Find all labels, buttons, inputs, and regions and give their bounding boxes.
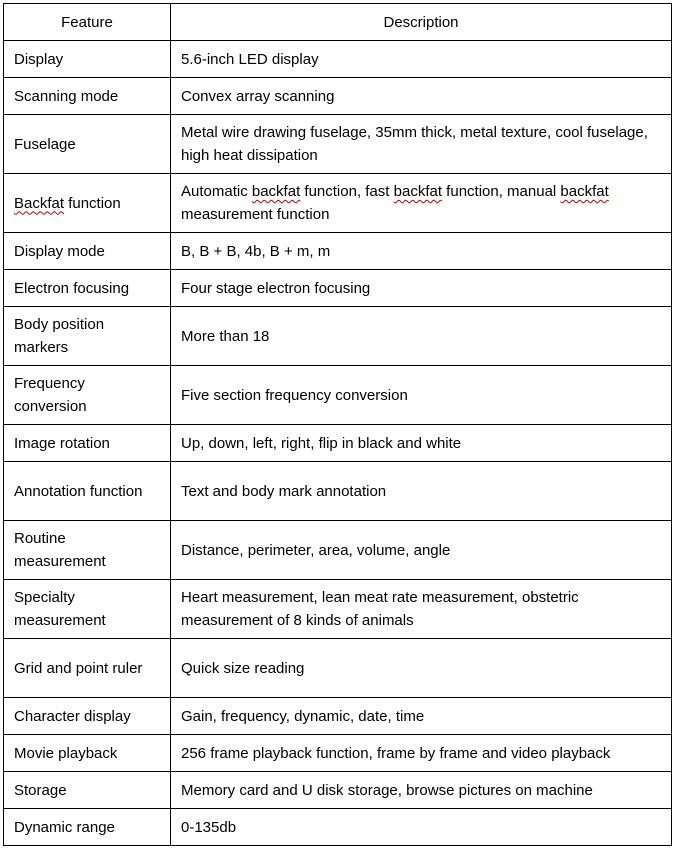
description-cell: 5.6-inch LED display xyxy=(171,41,672,78)
feature-cell: Character display xyxy=(4,698,171,735)
table-row xyxy=(4,462,672,521)
description-cell: Gain, frequency, dynamic, date, time xyxy=(171,698,672,735)
table-row xyxy=(4,639,672,698)
description-cell: Text and body mark annotation xyxy=(171,462,672,521)
feature-cell: Image rotation xyxy=(4,425,171,462)
feature-cell: Body position markers xyxy=(4,307,171,366)
feature-cell: Fuselage xyxy=(4,115,171,174)
feature-cell: Scanning mode xyxy=(4,78,171,115)
description-cell: Distance, perimeter, area, volume, angle xyxy=(171,521,672,580)
description-cell: Automatic backfat function, fast backfat function, manual backfat measurement function xyxy=(171,174,672,233)
description-cell: Five section frequency conversion xyxy=(171,366,672,425)
description-cell: More than 18 xyxy=(171,307,672,366)
header-feature: Feature xyxy=(4,4,171,41)
table-row xyxy=(4,425,672,462)
description-cell: Memory card and U disk storage, browse pictures on machine xyxy=(171,772,672,809)
spellcheck-word: backfat xyxy=(560,183,609,200)
table-row xyxy=(4,772,672,809)
description-cell: Heart measurement, lean meat rate measurement, obstetric measurement of 8 kinds of animals xyxy=(171,580,672,639)
feature-cell: Backfat function xyxy=(4,174,171,233)
feature-cell: Routine measurement xyxy=(4,521,171,580)
table-row xyxy=(4,233,672,270)
table-row xyxy=(4,580,672,639)
spec-table-container xyxy=(3,3,671,846)
feature-cell: Dynamic range xyxy=(4,809,171,846)
description-cell: Metal wire drawing fuselage, 35mm thick, metal texture, cool fuselage, high heat dissipation xyxy=(171,115,672,174)
table-row xyxy=(4,41,672,78)
description-cell: Convex array scanning xyxy=(171,78,672,115)
feature-cell: Grid and point ruler xyxy=(4,639,171,698)
table-row xyxy=(4,78,672,115)
table-row xyxy=(4,521,672,580)
table-row xyxy=(4,366,672,425)
feature-cell: Movie playback xyxy=(4,735,171,772)
feature-cell: Display xyxy=(4,41,171,78)
spec-table xyxy=(3,3,672,846)
table-row xyxy=(4,698,672,735)
description-cell: Quick size reading xyxy=(171,639,672,698)
feature-cell: Storage xyxy=(4,772,171,809)
table-row xyxy=(4,809,672,846)
table-header-row xyxy=(4,4,672,41)
spellcheck-word: backfat xyxy=(393,183,443,200)
description-cell: 256 frame playback function, frame by frame and video playback xyxy=(171,735,672,772)
description-cell: Four stage electron focusing xyxy=(171,270,672,307)
feature-cell: Annotation function xyxy=(4,462,171,521)
table-row xyxy=(4,307,672,366)
table-row xyxy=(4,735,672,772)
description-cell: Up, down, left, right, flip in black and white xyxy=(171,425,672,462)
spellcheck-word: Backfat xyxy=(14,194,65,212)
table-row xyxy=(4,115,672,174)
feature-cell: Specialty measurement xyxy=(4,580,171,639)
spellcheck-word: backfat xyxy=(251,183,301,200)
feature-cell: Electron focusing xyxy=(4,270,171,307)
description-cell: 0-135db xyxy=(171,809,672,846)
feature-cell: Frequency conversion xyxy=(4,366,171,425)
table-row xyxy=(4,174,672,233)
description-cell: B, B + B, 4b, B + m, m xyxy=(171,233,672,270)
header-description: Description xyxy=(171,4,672,41)
table-row xyxy=(4,270,672,307)
feature-cell: Display mode xyxy=(4,233,171,270)
